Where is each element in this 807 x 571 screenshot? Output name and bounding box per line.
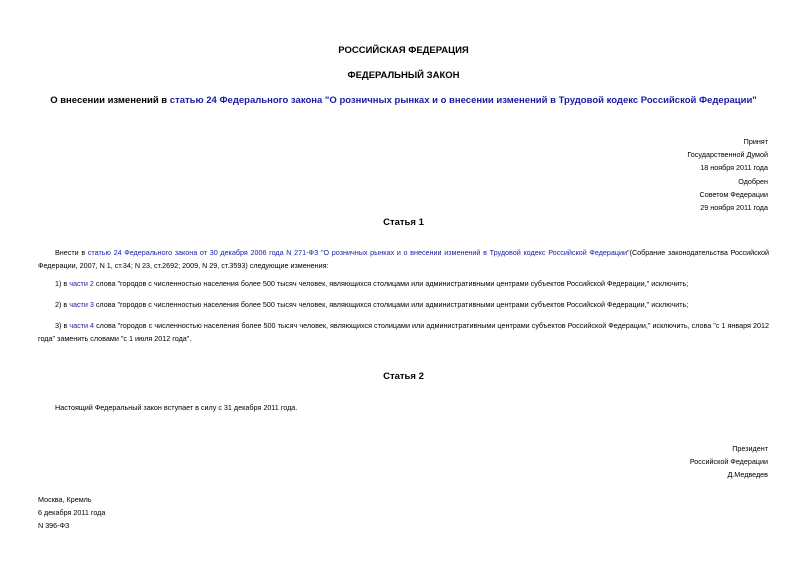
adopted-line1: Принят: [743, 137, 768, 146]
approved-line2: Советом Федерации: [699, 190, 768, 199]
article2-text: Настоящий Федеральный закон вступает в силу с 31 декабря 2011 года.: [55, 403, 298, 412]
footer-date: 6 декабря 2011 года: [38, 508, 106, 517]
approved-block: [700, 175, 768, 214]
article1-heading: Статья 1: [383, 217, 424, 228]
footer-place: Москва, Кремль: [38, 495, 92, 504]
law-title-prefix: О внесении изменений в: [50, 95, 170, 106]
signature-line1: Президент: [732, 444, 768, 453]
law-title-link[interactable]: статью 24 Федерального закона "О розничных рынках и о внесении изменений в Трудовой кодекс Российской Федерации": [169, 95, 757, 106]
item2-prefix: 2) в: [55, 300, 70, 309]
doc-type-title: ФЕДЕРАЛЬНЫЙ ЗАКОН: [347, 70, 460, 81]
item2-suffix: слова "городов с численностью населения более 500 тысяч человек, являющихся столицами или административными центрами субъектов Российской Федерации," исключить;: [93, 300, 689, 309]
article1-item2: [38, 298, 769, 311]
article1-intro-link[interactable]: статью 24 Федерального закона от 30 декабря 2006 года N 271-ФЗ "О розничных рынках и о внесении изменений в Трудовой кодекс Российской Федерации": [87, 248, 630, 257]
item1-suffix: слова "городов с численностью населения более 500 тысяч человек, являющихся столицами или административными центрами субъектов Российской Федерации," исключить;: [93, 279, 689, 288]
article1-item1: [38, 277, 769, 290]
item1-link[interactable]: части 2: [69, 279, 94, 288]
country-title: РОССИЙСКАЯ ФЕДЕРАЦИЯ: [338, 45, 469, 56]
article1-intro-prefix: Внести в: [55, 248, 88, 257]
approved-line1: Одобрен: [738, 177, 768, 186]
article2-heading: Статья 2: [383, 371, 424, 382]
item1-prefix: 1) в: [55, 279, 70, 288]
approved-line3: 29 ноября 2011 года: [700, 203, 768, 212]
law-title: [0, 95, 807, 106]
signature-line3: Д.Медведев: [727, 470, 768, 479]
signature-block: [690, 442, 768, 481]
item3-link[interactable]: части 4: [69, 321, 95, 330]
adopted-line2: Государственной Думой: [687, 150, 768, 159]
article1-intro-suffix: (Собрание законодательства Российской Федерации, 2007, N 1, ст.34; N 23, ст.2692; 2009, N 29, ст.3593) следующие изменения:: [38, 248, 770, 270]
item3-suffix: слова "городов с численностью населения более 500 тысяч человек, являющихся столицами или административными центрами субъектов Российской Федерации," исключить, слова "с 1 января 2012 года" заменить словами "с 1 июля 2012 года".: [38, 321, 769, 343]
signature-line2: Российской Федерации: [689, 457, 768, 466]
footer-number: N 396-ФЗ: [38, 521, 70, 530]
item2-link[interactable]: части 3: [69, 300, 94, 309]
adopted-block: [687, 135, 768, 174]
article1-intro: [38, 246, 769, 272]
adopted-line3: 18 ноября 2011 года: [700, 163, 768, 172]
item3-prefix: 3) в: [55, 321, 70, 330]
article1-item3: [38, 319, 769, 345]
footer-block: [38, 493, 105, 532]
